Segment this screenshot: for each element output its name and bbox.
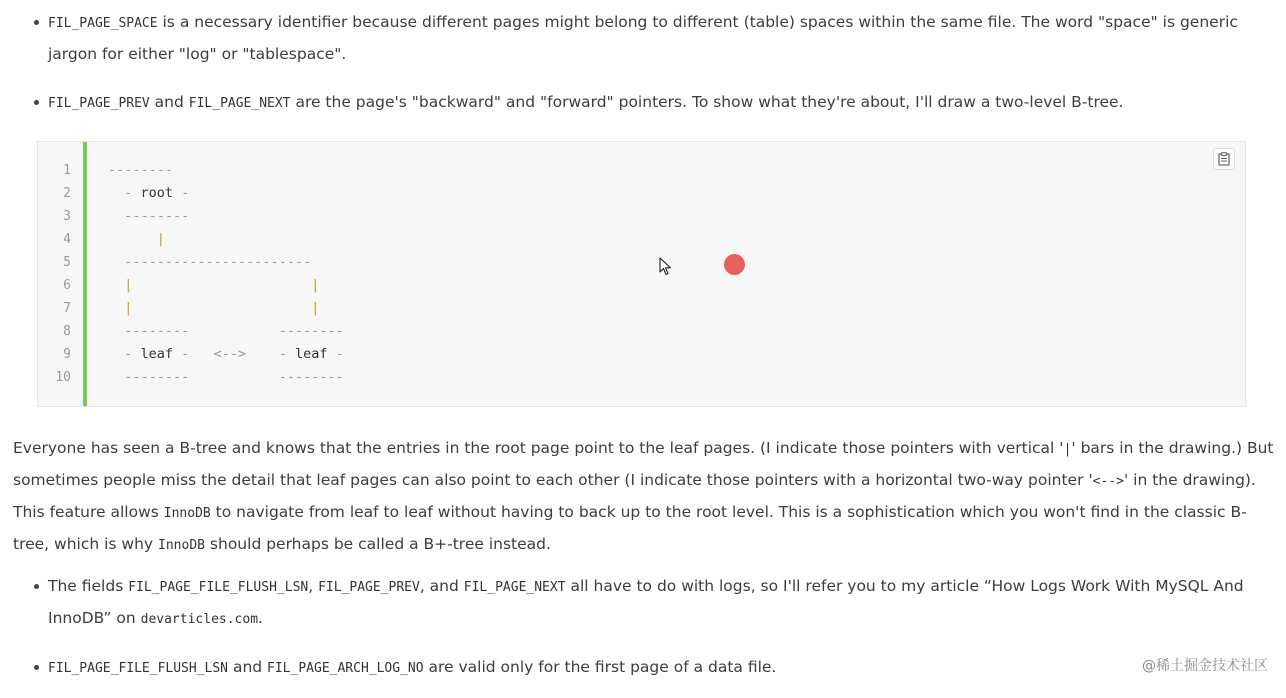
node-label: root bbox=[140, 185, 174, 201]
inline-code: InnoDB bbox=[158, 538, 205, 553]
code-text: - bbox=[108, 185, 141, 201]
line-number: 9 bbox=[63, 347, 71, 362]
inline-code: FIL_PAGE_NEXT bbox=[188, 96, 291, 111]
code-block bbox=[37, 141, 1246, 407]
paragraph-text: should perhaps be called a B+-tree instead. bbox=[205, 535, 551, 553]
code-text: - bbox=[327, 346, 344, 362]
code-text: ----------------------- bbox=[108, 254, 312, 270]
line-number: 2 bbox=[63, 186, 71, 201]
list-item-text: and bbox=[149, 93, 189, 111]
list-item-text: and bbox=[228, 658, 268, 676]
code-text bbox=[108, 277, 124, 293]
list-item bbox=[48, 87, 1286, 119]
list-item bbox=[48, 571, 1286, 635]
inline-code: InnoDB bbox=[163, 506, 211, 521]
code-text bbox=[108, 300, 124, 316]
code-text: - bbox=[173, 185, 190, 201]
code-text: -------- -------- bbox=[108, 323, 344, 339]
code-gutter bbox=[38, 142, 87, 406]
code-line bbox=[108, 182, 344, 205]
code-text: -------- bbox=[108, 208, 190, 224]
inline-code: FIL_PAGE_ARCH_LOG_NO bbox=[267, 661, 424, 676]
list-item bbox=[48, 7, 1286, 70]
paragraph-text: Everyone has seen a B-tree and knows that the entries in the root page point to the leaf pages. (I indicate those pointers with vertical ' bbox=[13, 439, 1064, 457]
inline-code: FIL_PAGE_PREV bbox=[48, 96, 150, 111]
list-item-text: are the page's "backward" and "forward" pointers. To show what they're about, I'll draw a two-level B-tree. bbox=[290, 93, 1124, 111]
line-number: 10 bbox=[55, 370, 71, 385]
line-number: 6 bbox=[63, 278, 71, 293]
list-item-text: The fields bbox=[48, 577, 129, 595]
body-paragraph bbox=[13, 433, 1275, 561]
inline-code: FIL_PAGE_PREV bbox=[318, 580, 420, 595]
clipboard-icon bbox=[1218, 152, 1230, 166]
node-label: leaf bbox=[140, 346, 174, 362]
code-text: -------- -------- bbox=[108, 369, 344, 385]
bullet-list-top bbox=[28, 7, 1286, 119]
inline-code: <--> bbox=[1092, 474, 1124, 489]
pointer-bar: | bbox=[124, 277, 133, 293]
line-number: 8 bbox=[63, 324, 71, 339]
inline-code: FIL_PAGE_SPACE bbox=[48, 16, 158, 31]
inline-code: devarticles.com bbox=[140, 612, 259, 627]
code-line bbox=[108, 274, 344, 297]
inline-code: FIL_PAGE_FILE_FLUSH_LSN bbox=[128, 580, 309, 595]
mouse-pointer-icon bbox=[659, 257, 673, 277]
pointer-bar: | bbox=[156, 231, 165, 247]
inline-code: FIL_PAGE_FILE_FLUSH_LSN bbox=[48, 661, 229, 676]
code-line bbox=[108, 159, 344, 182]
bullet-list-bottom bbox=[28, 571, 1286, 684]
line-numbers bbox=[38, 159, 71, 389]
list-item-text: are valid only for the first page of a data file. bbox=[423, 658, 777, 676]
watermark: @稀土掘金技术社区 bbox=[1142, 658, 1268, 674]
paragraph-text: to navigate from leaf to leaf without having to back up to the root level. This is a sophistication which you won't find in the classic B-tree, which is why bbox=[13, 503, 1247, 553]
code-line bbox=[108, 320, 344, 343]
code-line bbox=[108, 366, 344, 389]
inline-code: FIL_PAGE_NEXT bbox=[463, 580, 566, 595]
line-number: 7 bbox=[63, 301, 71, 316]
code-line bbox=[108, 297, 344, 320]
code-line bbox=[108, 251, 344, 274]
code-line bbox=[108, 205, 344, 228]
line-number: 5 bbox=[63, 255, 71, 270]
pointer-bar: | bbox=[311, 300, 320, 316]
line-number: 3 bbox=[63, 209, 71, 224]
code-text bbox=[108, 231, 157, 247]
node-label: leaf bbox=[294, 346, 328, 362]
line-number: 4 bbox=[63, 232, 71, 247]
pointer-bar: | bbox=[124, 300, 133, 316]
list-item-text: , and bbox=[419, 577, 464, 595]
inline-code: | bbox=[1063, 442, 1072, 457]
code-text bbox=[132, 300, 311, 316]
code-text: - bbox=[108, 346, 141, 362]
code-line bbox=[108, 343, 344, 366]
paragraph-text: ' bars in the drawing.) But sometimes people miss the detail that leaf pages can also point to each other (I indicate those pointers with a horizontal two-way pointer ' bbox=[13, 439, 1274, 489]
list-item-text: . bbox=[258, 609, 263, 627]
list-item-text: all have to do with logs, so I'll refer you to my article “How Logs Work With MySQL And InnoDB” on bbox=[48, 577, 1244, 627]
record-indicator bbox=[724, 254, 745, 275]
code-text: -------- bbox=[108, 162, 174, 178]
code-lines bbox=[108, 159, 344, 389]
list-item-text: , bbox=[308, 577, 319, 595]
list-item bbox=[48, 652, 1286, 684]
code-line bbox=[108, 228, 344, 251]
list-item-text: is a necessary identifier because different pages might belong to different (table) spaces within the same file. The word "space" is generic jargon for either "log" or "tablespace". bbox=[48, 13, 1238, 63]
copy-code-button[interactable] bbox=[1213, 148, 1235, 170]
code-text: - <--> - bbox=[173, 346, 295, 362]
paragraph-text: ' in the drawing). This feature allows bbox=[13, 471, 1256, 521]
code-text bbox=[132, 277, 311, 293]
line-number: 1 bbox=[63, 163, 71, 178]
pointer-bar: | bbox=[311, 277, 320, 293]
